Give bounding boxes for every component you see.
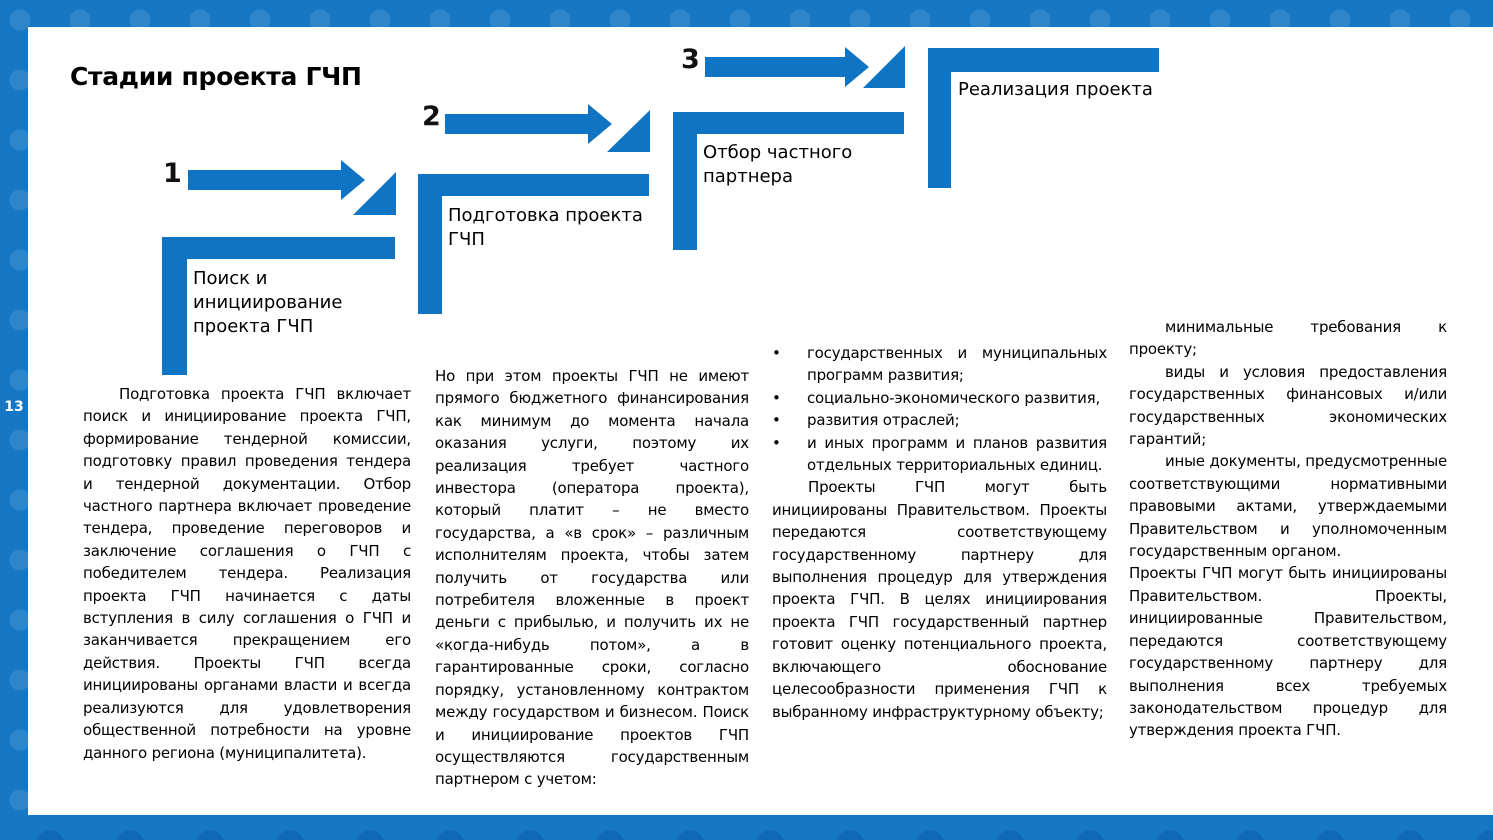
paragraph: иные документы, предусмотренные соответствующими нормативными правовыми актами, утверждаемыми Правительством и уполномоченным государственным органом. <box>1129 452 1447 561</box>
paragraph: Проекты ГЧП могут быть инициированы Правительством. Проекты, инициированные Правительством, передаются соответствующему государственному партнеру для выполнения всех требуемых законодательством процедур для утверждения проекта ГЧП. <box>1129 564 1447 740</box>
step-2-arrow <box>445 104 612 144</box>
step-1-arrow <box>188 160 365 200</box>
bullet-list <box>772 342 1107 476</box>
step-3-label: Отбор частного партнера <box>703 142 853 187</box>
paragraph: Подготовка проекта ГЧП включает поиск и инициирование проекта ГЧП, формирование тендерной комиссии, подготовку правил проведения тендера и тендерной документации. Отбор частного партнера включает проведение тендера, проведение переговоров и заключение соглашения о ГЧП с победителем тендера. Реализация проекта ГЧП начинается с даты вступления в силу соглашения о ГЧП и заканчивается прекращением его действия. Проекты ГЧП всегда инициированы органами власти и всегда реализуются для удовлетворения общественной потребности на уровне данного региона (муниципалитета). <box>83 385 411 762</box>
step-2-label: Подготовка проекта ГЧП <box>448 205 643 250</box>
step-2-number: 2 <box>422 101 441 132</box>
list-item: • государственных и муниципальных программ развития; <box>807 342 1107 387</box>
list-item: • и иных программ и планов развития отдельных территориальных единиц. <box>807 432 1107 477</box>
step-3-corner <box>863 46 905 88</box>
paragraph: минимальные требования к проекту; <box>1129 318 1447 359</box>
page-number: 13 <box>4 399 24 415</box>
step-4-bracket <box>928 48 1159 188</box>
step-1-number: 1 <box>163 158 182 189</box>
step-3-number: 3 <box>681 44 700 75</box>
paragraph: Проекты ГЧП могут быть инициированы Правительством. Проекты передаются соответствующему государственному партнеру для выполнения процедур для утверждения проекта ГЧП. В целях инициирования проекта ГЧП государственный партнер готовит оценку потенциального проекта, включающего обоснование целесообразности применения ГЧП к выбранному инфраструктурному объекту; <box>772 478 1107 721</box>
paragraph: виды и условия предоставления государственных финансовых и/или государственных экономических гарантий; <box>1129 362 1447 449</box>
list-item: • развития отраслей; <box>807 409 1107 431</box>
step-4-label: Реализация проекта <box>958 79 1153 100</box>
text-column-3 <box>772 342 1107 723</box>
list-item: • социально-экономического развития, <box>807 387 1107 409</box>
text-column-1 <box>83 383 411 764</box>
step-2-corner <box>607 110 650 152</box>
paragraph: Но при этом проекты ГЧП не имеют прямого бюджетного финансирования как минимум до момента начала оказания услуги, поэтому их реализация требует частного инвестора (оператора проекта), который платит – не вместо государства, а «в срок» – различным исполнителям проекта, чтобы затем получить от государства или потребителя вложенные в проект деньги с прибылью, и получить их не «когда-нибудь потом», а в гарантированные сроки, согласно порядку, установленному контрактом между государством и бизнесом. Поиск и инициирование проектов ГЧП осуществляются государственным партнером с учетом: <box>435 367 749 789</box>
step-1-label: Поиск и инициирование проекта ГЧП <box>193 268 343 337</box>
step-3-arrow <box>705 47 869 87</box>
text-column-4 <box>1129 316 1447 742</box>
text-column-2 <box>435 365 749 791</box>
page-title: Стадии проекта ГЧП <box>70 62 362 91</box>
